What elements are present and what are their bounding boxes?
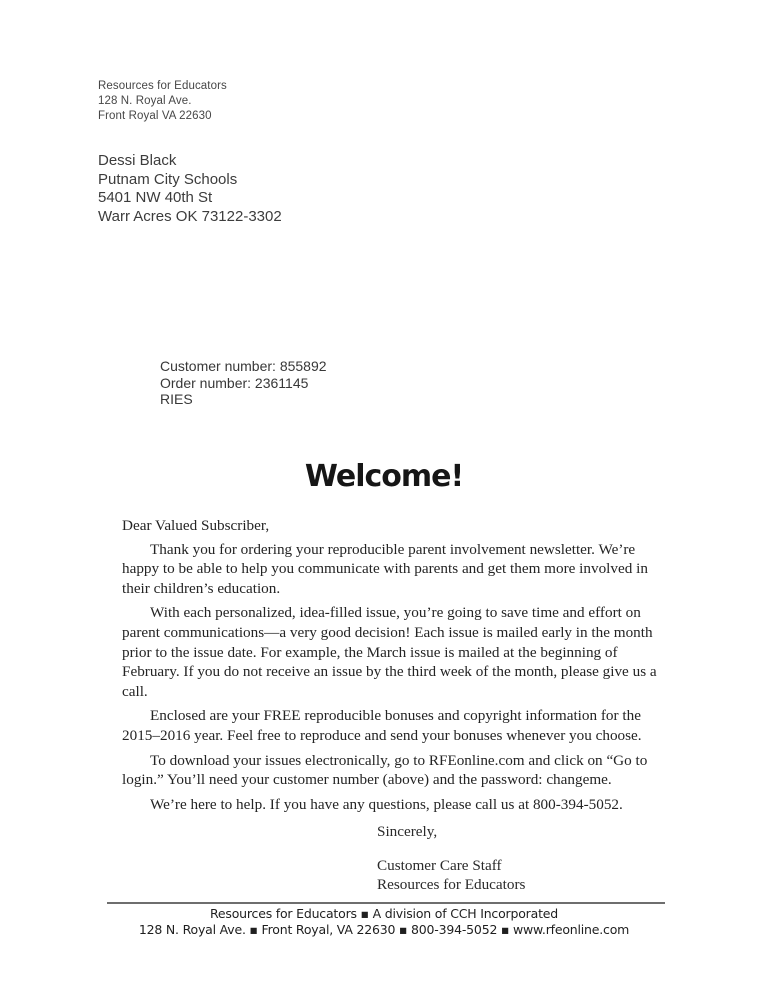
customer-number-line: Customer number: 855892	[160, 358, 327, 374]
recipient-name: Dessi Black	[98, 152, 177, 169]
recipient-organization: Putnam City Schools	[98, 170, 238, 188]
order-number-line: Order number: 2361145	[160, 374, 309, 391]
sender-address-line: Front Royal VA 22630	[98, 110, 212, 122]
footer-line-company: Resources for Educators ▪ A division of CCH Incorporated	[209, 906, 559, 921]
sender-address-block	[98, 79, 227, 124]
sender-address-line: 128 N. Royal Ave.	[98, 95, 192, 107]
footer-line-contact: 128 N. Royal Ave. ▪ Front Royal, VA 22630 ▪ 800-394-5052 ▪ www.rfeonline.com	[138, 921, 630, 937]
welcome-headline: Welcome!	[304, 459, 464, 494]
salutation: Dear Valued Subscriber,	[122, 517, 270, 534]
recipient-address-block	[98, 152, 282, 226]
signature-line: Customer Care Staff	[377, 856, 502, 874]
letter-paragraph: Thank you for ordering your reproducible parent involvement newsletter. We’re happy to be able to help you communicate with parents and get them more involved in their children’s education.	[122, 540, 648, 597]
letter-paragraph: We’re here to help. If you have any questions, please call us at 800-394-5052.	[150, 795, 623, 813]
recipient-street: 5401 NW 40th St	[98, 189, 213, 206]
letter-paragraph: To download your issues electronically, go to RFEonline.com and click on “Go to login.” You’ll need your customer number (above) and the password: changeme.	[122, 751, 648, 789]
order-info-block	[160, 358, 327, 408]
closing-block	[377, 822, 525, 895]
sender-address-line: Resources for Educators	[98, 80, 227, 92]
letter-body	[122, 516, 662, 819]
letter-paragraph: With each personalized, idea-filled issue, you’re going to save time and effort on parent communications—a very good decision! Each issue is mailed early in the month prior to the issue date. For example, the March issue is mailed at the beginning of February. If you do not receive an issue by the third week of the month, please give us a call.	[122, 604, 657, 700]
letter-paragraph: Enclosed are your FREE reproducible bonuses and copyright information for the 2015–2016 year. Feel free to reproduce and send your bonuses whenever you choose.	[122, 707, 642, 744]
signature-line: Resources for Educators	[377, 876, 526, 894]
closing-salutation: Sincerely,	[377, 823, 438, 840]
footer	[0, 906, 768, 937]
footer-divider	[107, 902, 665, 904]
product-code-line: RIES	[160, 391, 193, 407]
recipient-city-state-zip: Warr Acres OK 73122-3302	[98, 207, 282, 225]
